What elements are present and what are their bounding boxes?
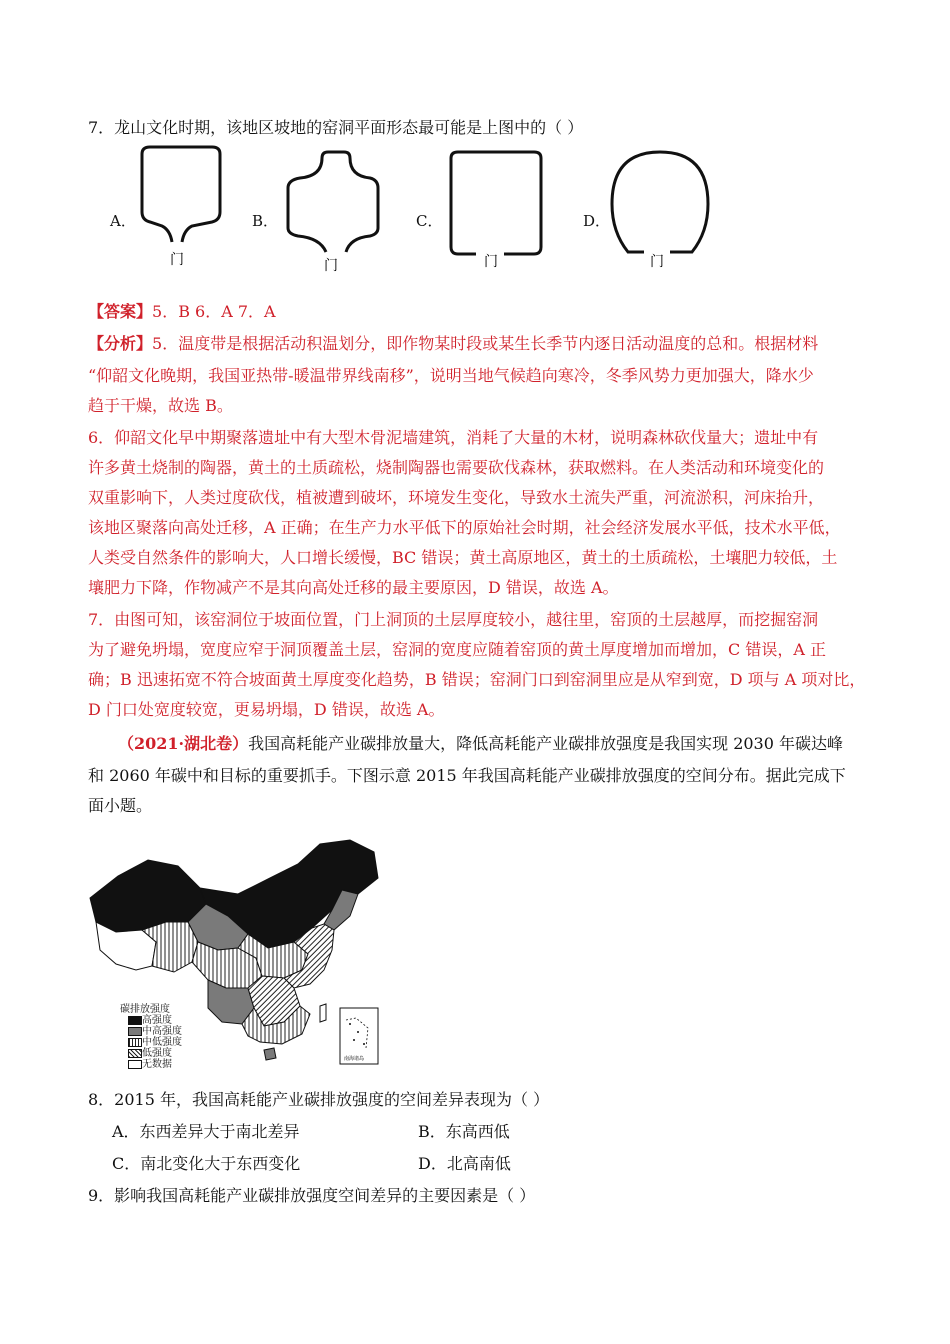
analysis-line-6: 双重影响下，人类过度砍伐，植被遭到破坏，环境发生变化，导致水土流失严重，河流淤积，河床抬升， bbox=[88, 488, 825, 507]
legend-swatch-mid-low bbox=[128, 1038, 142, 1047]
analysis-line-12: 确；B 迅速拓宽不符合坡面黄土厚度变化趋势，B 错误；窑洞门口到窑洞里应是从窄到宽，D 项与 A 项对比， bbox=[88, 670, 866, 689]
carbon-intensity-map bbox=[88, 838, 380, 1070]
analysis-line-2: “仰韶文化晚期，我国亚热带-暖温带界线南移”，说明当地气候趋向寒冷，冬季风势力更加强大，降水少 bbox=[88, 366, 814, 385]
legend-high: 高强度 bbox=[128, 1015, 172, 1026]
answer-line bbox=[88, 302, 276, 322]
answer-tag: 【答案】 bbox=[88, 302, 153, 321]
q7-option-c-label: C． bbox=[416, 212, 443, 230]
legend-low: 低强度 bbox=[128, 1048, 172, 1059]
q7-option-c-door: 门 bbox=[484, 254, 498, 270]
analysis-text-1: 5．温度带是根据活动积温划分，即作物某时段或某生长季节内逐日活动温度的总和。根据材料 bbox=[152, 334, 819, 353]
intro-source: （2021·湖北卷） bbox=[118, 734, 249, 753]
q7-option-b-label: B． bbox=[252, 212, 279, 230]
intro-line-2: 和 2060 年碳中和目标的重要抓手。下图示意 2015 年我国高耗能产业碳排放强度的空间分布。据此完成下 bbox=[88, 766, 846, 785]
analysis-line-10: 7．由图可知，该窑洞位于坡面位置，门上洞顶的土层厚度较小，越往里，窑顶的土层越厚，而挖掘窑洞 bbox=[88, 610, 819, 629]
q8-stem: 8．2015 年，我国高耗能产业碳排放强度的空间差异表现为（ ） bbox=[88, 1090, 550, 1109]
intro-line-1 bbox=[118, 734, 843, 754]
analysis-line-4: 6．仰韶文化早中期聚落遗址中有大型木骨泥墙建筑，消耗了大量的木材，说明森林砍伐量大；遗址中有 bbox=[88, 428, 819, 447]
analysis-line-11: 为了避免坍塌，宽度应窄于洞顶覆盖土层，窑洞的宽度应随着窑顶的黄土厚度增加而增加，C 错误，A 正 bbox=[88, 640, 826, 659]
cave-plan-d bbox=[606, 146, 716, 276]
analysis-line-7: 该地区聚落向高处迁移，A 正确；在生产力水平低下的原始社会时期，社会经济发展水平低，技术水平低， bbox=[88, 518, 841, 537]
q8-option-b[interactable]: B．东高西低 bbox=[418, 1122, 510, 1141]
q7-option-d-door: 门 bbox=[650, 254, 664, 270]
legend-swatch-no-data bbox=[128, 1060, 142, 1069]
analysis-line-8: 人类受自然条件的影响大，人口增长缓慢，BC 错误；黄土高原地区，黄土的土质疏松，土壤肥力较低，土 bbox=[88, 548, 838, 567]
q7-option-a-label: A． bbox=[110, 212, 136, 230]
region-hainan bbox=[264, 1048, 276, 1060]
answer-text: 5．B 6．A 7．A bbox=[152, 302, 276, 321]
cave-plan-c bbox=[446, 148, 556, 273]
legend-swatch-high bbox=[128, 1016, 142, 1025]
region-taiwan bbox=[320, 1004, 326, 1022]
analysis-line-9: 壤肥力下降，作物减产不是其向高处迁移的最主要原因，D 错误，故选 A。 bbox=[88, 578, 619, 597]
q8-option-c[interactable]: C．南北变化大于东西变化 bbox=[112, 1154, 301, 1173]
intro-text-1: 我国高耗能产业碳排放量大，降低高耗能产业碳排放强度是我国实现 2030 年碳达峰 bbox=[248, 734, 844, 753]
q8-option-d[interactable]: D．北高南低 bbox=[418, 1154, 511, 1173]
legend-mid-high: 中高强度 bbox=[128, 1026, 182, 1037]
analysis-line-5: 许多黄土烧制的陶器，黄土的土质疏松，烧制陶器也需要砍伐森林，获取燃料。在人类活动和环境变化的 bbox=[88, 458, 825, 477]
analysis-tag: 【分析】 bbox=[88, 334, 153, 353]
cave-plan-a bbox=[132, 142, 232, 272]
q7-option-d-label: D． bbox=[583, 212, 611, 230]
q7-stem: 7．龙山文化时期，该地区坡地的窑洞平面形态最可能是上图中的（ ） bbox=[88, 118, 584, 137]
q7-option-b-door: 门 bbox=[324, 258, 338, 274]
inset-label: 南海诸岛 bbox=[344, 1056, 365, 1062]
legend-title: 碳排放强度 bbox=[120, 1004, 170, 1015]
intro-line-3: 面小题。 bbox=[88, 796, 153, 815]
analysis-line-13: D 门口处宽度较宽，更易坍塌，D 错误，故选 A。 bbox=[88, 700, 445, 719]
analysis-line-3: 趋于干燥，故选 B。 bbox=[88, 396, 233, 415]
analysis-line-1 bbox=[88, 334, 818, 354]
q8-option-a[interactable]: A．东西差异大于南北差异 bbox=[112, 1122, 300, 1141]
cave-plan-b bbox=[280, 148, 400, 278]
legend-no-data: 无数据 bbox=[128, 1059, 172, 1070]
legend-mid-low: 中低强度 bbox=[128, 1037, 182, 1048]
q7-option-a-door: 门 bbox=[170, 252, 184, 268]
q9-stem: 9．影响我国高耗能产业碳排放强度空间差异的主要因素是（ ） bbox=[88, 1186, 536, 1205]
legend-swatch-mid-high bbox=[128, 1027, 142, 1036]
legend-swatch-low bbox=[128, 1049, 142, 1058]
